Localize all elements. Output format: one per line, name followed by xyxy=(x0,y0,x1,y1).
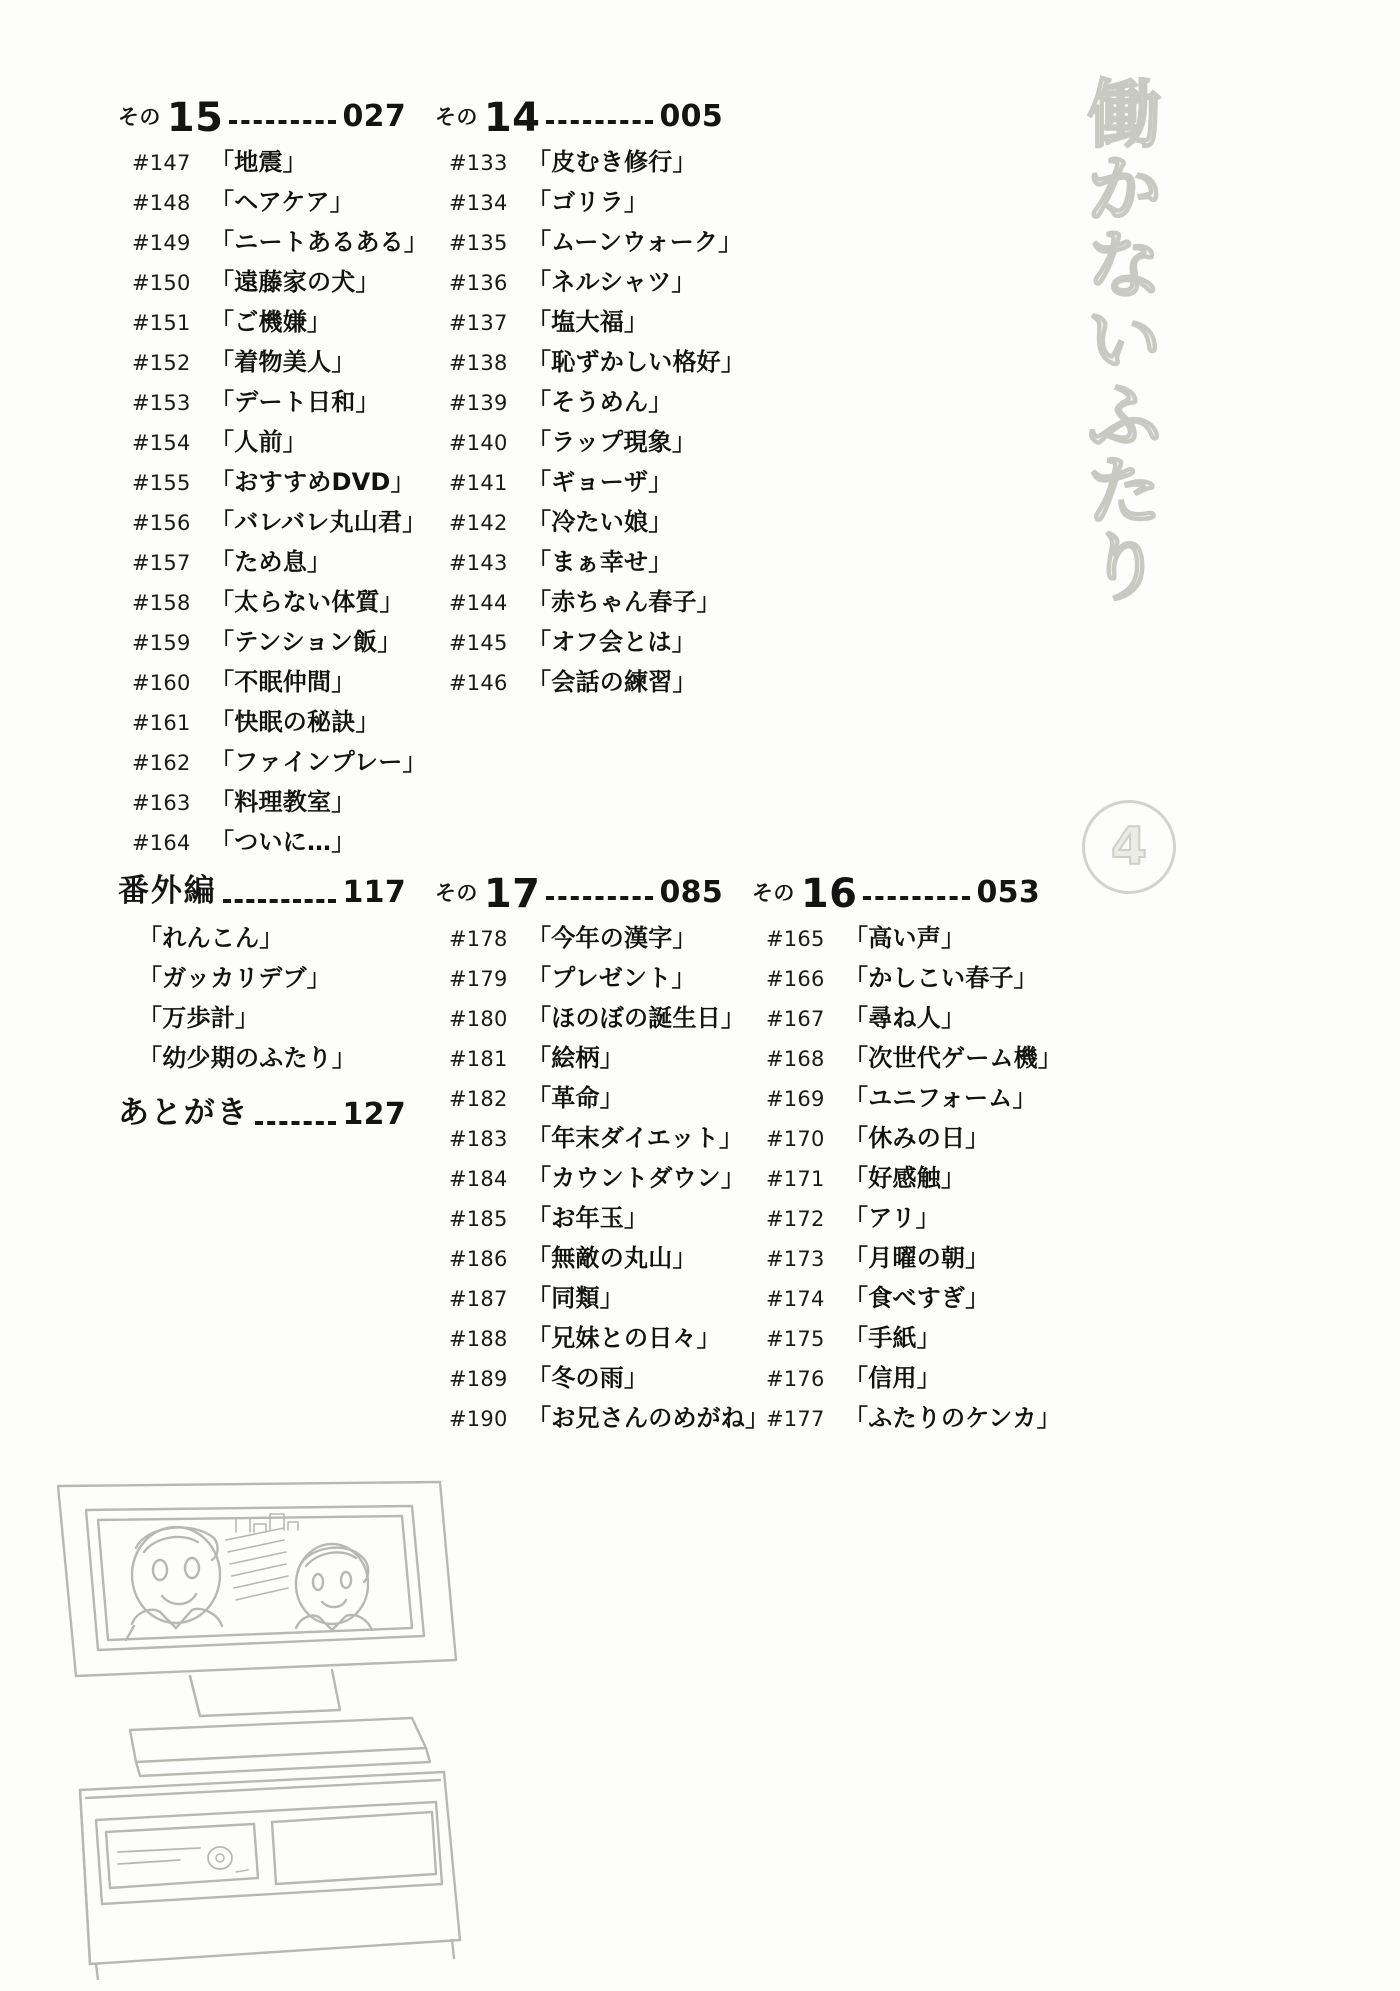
entry-title: 「ユニフォーム」 xyxy=(844,1084,1037,1112)
entry-title: 「幼少期のふたり」 xyxy=(138,1044,357,1072)
entry-number: #152 xyxy=(132,351,191,375)
section-number: 17 xyxy=(483,871,541,917)
entry-title: 「休みの日」 xyxy=(844,1124,990,1152)
entry-number: #135 xyxy=(449,231,508,255)
toc-entry[interactable] xyxy=(435,462,723,502)
section-number: 16 xyxy=(800,871,858,917)
entry-number: #147 xyxy=(132,151,191,175)
toc-entry[interactable] xyxy=(118,662,406,702)
toc-entry[interactable] xyxy=(435,622,723,662)
toc-entry[interactable] xyxy=(752,1158,1040,1198)
entry-title: 「ほのぼの誕生日」 xyxy=(527,1004,746,1032)
toc-entry[interactable] xyxy=(435,662,723,702)
leader-dots xyxy=(255,1121,336,1125)
entry-number: #143 xyxy=(449,551,508,575)
toc-entry[interactable] xyxy=(752,1038,1063,1078)
volume-number: 4 xyxy=(1110,817,1148,877)
entry-title: 「ギョーザ」 xyxy=(527,468,673,496)
entry-title: 「ファインプレー」 xyxy=(210,748,427,776)
entry-number: #172 xyxy=(766,1207,825,1231)
entry-title: 「バレバレ丸山君」 xyxy=(210,508,427,536)
entry-title: 「料理教室」 xyxy=(210,788,356,816)
entry-number: #170 xyxy=(766,1127,825,1151)
section-page-number: 117 xyxy=(342,875,406,910)
entry-title: 「食べすぎ」 xyxy=(844,1284,990,1312)
entry-title: 「快眠の秘訣」 xyxy=(210,708,380,736)
toc-entry[interactable] xyxy=(118,142,406,182)
entry-number: #154 xyxy=(132,431,191,455)
entry-title: 「絵柄」 xyxy=(527,1044,624,1072)
entry-number: #183 xyxy=(449,1127,508,1151)
section-page-number: 085 xyxy=(659,875,723,910)
entry-number: #160 xyxy=(132,671,191,695)
entry-number: #178 xyxy=(449,927,508,951)
section-number: 14 xyxy=(483,95,541,141)
section-sono16 xyxy=(752,868,1063,1438)
entry-number: #139 xyxy=(449,391,508,415)
entry-number: #167 xyxy=(766,1007,825,1031)
entry-number: #173 xyxy=(766,1247,825,1271)
toc-entry[interactable] xyxy=(118,502,427,542)
entry-number: #138 xyxy=(449,351,508,375)
entry-number: #140 xyxy=(449,431,508,455)
leader-dots xyxy=(546,120,653,124)
vertical-title-char: り xyxy=(1087,524,1163,611)
section-prefix: その xyxy=(435,105,478,129)
entry-title: 「遠藤家の犬」 xyxy=(210,268,380,296)
entry-title: 「不眠仲間」 xyxy=(210,668,356,696)
entry-title: 「尋ね人」 xyxy=(844,1004,966,1032)
section-header-atogaki xyxy=(118,1090,406,1134)
entry-number: #136 xyxy=(449,271,508,295)
toc-entry[interactable] xyxy=(435,1038,723,1078)
toc-entry[interactable] xyxy=(118,742,427,782)
entry-title: 「ついに…」 xyxy=(210,828,356,856)
entry-number: #155 xyxy=(132,471,191,495)
entry-number: #188 xyxy=(449,1327,508,1351)
entry-title: 「そうめん」 xyxy=(527,388,673,416)
entry-title: 「人前」 xyxy=(210,428,307,456)
entry-title: 「オフ会とは」 xyxy=(527,628,696,656)
toc-entry[interactable] xyxy=(752,958,1040,998)
entry-title: 「ゴリラ」 xyxy=(527,188,649,216)
toc-entry[interactable] xyxy=(435,142,723,182)
entry-title: 「好感触」 xyxy=(844,1164,966,1192)
toc-entry[interactable] xyxy=(435,1358,723,1398)
entry-number: #176 xyxy=(766,1367,825,1391)
entry-number: #162 xyxy=(132,751,191,775)
toc-entry[interactable] xyxy=(435,1118,744,1158)
entry-title: 「かしこい春子」 xyxy=(844,964,1038,992)
entry-number: #175 xyxy=(766,1327,825,1351)
entry-number: #168 xyxy=(766,1047,825,1071)
entry-title: 「塩大福」 xyxy=(527,308,649,336)
entry-title: 「恥ずかしい格好」 xyxy=(527,348,746,376)
entry-title: 「デート日和」 xyxy=(210,388,380,416)
entry-number: #169 xyxy=(766,1087,825,1111)
toc-entry[interactable] xyxy=(435,182,723,222)
toc-entry[interactable] xyxy=(435,542,723,582)
toc-entry[interactable] xyxy=(118,542,406,582)
toc-entry[interactable] xyxy=(435,262,723,302)
entry-title: 「高い声」 xyxy=(844,924,966,952)
toc-entry[interactable] xyxy=(435,1398,770,1438)
toc-entry[interactable] xyxy=(435,998,746,1038)
entry-title: 「れんこん」 xyxy=(138,924,284,952)
entry-title: 「手紙」 xyxy=(844,1324,941,1352)
tv-with-two-characters-sketch xyxy=(40,1480,490,1980)
section-header-sono16 xyxy=(752,868,1040,917)
entry-number: #166 xyxy=(766,967,825,991)
entry-title: 「革命」 xyxy=(527,1084,624,1112)
leader-dots xyxy=(229,120,336,124)
toc-entry[interactable] xyxy=(435,918,723,958)
entry-title: 「ラップ現象」 xyxy=(527,428,697,456)
toc-entry[interactable] xyxy=(118,222,429,262)
section-prefix: その xyxy=(435,881,478,905)
entry-number: #133 xyxy=(449,151,508,175)
entry-title: 「地震」 xyxy=(210,148,307,176)
toc-entry[interactable] xyxy=(118,462,415,502)
entry-title: 「ヘアケア」 xyxy=(210,188,354,216)
section-atogaki xyxy=(118,1090,406,1134)
entry-title: 「ご機嫌」 xyxy=(210,308,332,336)
toc-entry[interactable] xyxy=(435,1158,746,1198)
entry-number: #189 xyxy=(449,1367,508,1391)
entry-number: #142 xyxy=(449,511,508,535)
section-page-number: 053 xyxy=(976,875,1040,910)
toc-entry[interactable] xyxy=(435,958,723,998)
toc-entry[interactable] xyxy=(752,1238,1040,1278)
entry-number: #182 xyxy=(449,1087,508,1111)
toc-entry[interactable] xyxy=(435,422,723,462)
section-number: 15 xyxy=(166,95,224,141)
entry-number: #159 xyxy=(132,631,191,655)
toc-entry[interactable] xyxy=(118,782,406,822)
toc-entry[interactable] xyxy=(118,342,406,382)
toc-entry[interactable] xyxy=(118,822,406,862)
toc-entry[interactable] xyxy=(752,918,1040,958)
entry-number: #179 xyxy=(449,967,508,991)
section-page-number: 127 xyxy=(342,1097,406,1132)
entry-number: #145 xyxy=(449,631,508,655)
toc-entry[interactable] xyxy=(435,1198,723,1238)
entry-title: 「赤ちゃん春子」 xyxy=(527,588,721,616)
toc-entry[interactable] xyxy=(118,1038,406,1078)
entry-number: #186 xyxy=(449,1247,508,1271)
entry-title: 「皮むき修行」 xyxy=(527,148,697,176)
toc-entry[interactable] xyxy=(118,918,406,958)
entry-title: 「ニートあるある」 xyxy=(210,228,429,256)
toc-entry[interactable] xyxy=(752,1198,1040,1238)
vertical-title-char: い xyxy=(1087,298,1163,385)
entry-title: 「次世代ゲーム機」 xyxy=(844,1044,1063,1072)
section-bangaihen xyxy=(118,868,406,1078)
leader-dots xyxy=(546,896,653,900)
toc-entry[interactable] xyxy=(435,1318,723,1358)
toc-entry[interactable] xyxy=(435,1278,723,1318)
toc-entry[interactable] xyxy=(435,342,746,382)
section-prefix: あとがき xyxy=(118,1095,250,1131)
toc-entry[interactable] xyxy=(435,1238,723,1278)
toc-entry[interactable] xyxy=(118,582,406,622)
toc-entry[interactable] xyxy=(435,382,723,422)
toc-entry[interactable] xyxy=(752,1318,1040,1358)
vertical-book-title xyxy=(1045,72,1205,778)
entry-number: #156 xyxy=(132,511,191,535)
volume-number-badge xyxy=(1082,800,1176,894)
entry-number: #153 xyxy=(132,391,191,415)
entry-number: #180 xyxy=(449,1007,508,1031)
entry-title: 「カウントダウン」 xyxy=(527,1164,746,1192)
entry-number: #190 xyxy=(449,1407,508,1431)
entry-number: #185 xyxy=(449,1207,508,1231)
entry-number: #158 xyxy=(132,591,191,615)
section-header-sono14 xyxy=(435,92,723,141)
toc-entry[interactable] xyxy=(118,958,406,998)
entry-title: 「今年の漢字」 xyxy=(527,924,697,952)
section-header-sono17 xyxy=(435,868,723,917)
section-page-number: 005 xyxy=(659,99,723,134)
entry-title: 「会話の練習」 xyxy=(527,668,697,696)
toc-entry[interactable] xyxy=(118,998,406,1038)
toc-entry[interactable] xyxy=(435,502,723,542)
entry-number: #163 xyxy=(132,791,191,815)
entry-title: 「万歩計」 xyxy=(138,1004,260,1032)
entry-number: #157 xyxy=(132,551,191,575)
entry-number: #177 xyxy=(766,1407,825,1431)
entry-title: 「ムーンウォーク」 xyxy=(527,228,743,256)
entry-number: #141 xyxy=(449,471,508,495)
entry-number: #149 xyxy=(132,231,191,255)
entry-number: #187 xyxy=(449,1287,508,1311)
entry-number: #184 xyxy=(449,1167,508,1191)
entry-title: 「無敵の丸山」 xyxy=(527,1244,697,1272)
toc-entry[interactable] xyxy=(118,302,406,342)
entry-title: 「着物美人」 xyxy=(210,348,356,376)
toc-entry[interactable] xyxy=(435,222,743,262)
entry-title: 「ふたりのケンカ」 xyxy=(844,1404,1061,1432)
section-prefix: その xyxy=(752,881,795,905)
entry-number: #165 xyxy=(766,927,825,951)
toc-entry[interactable] xyxy=(752,998,1040,1038)
entry-title: 「ネルシャツ」 xyxy=(527,268,696,296)
toc-entry[interactable] xyxy=(435,582,723,622)
entry-title: 「冷たい娘」 xyxy=(527,508,673,536)
entry-title: 「年末ダイエット」 xyxy=(527,1124,744,1152)
vertical-title-char: な xyxy=(1087,222,1163,309)
entry-title: 「月曜の朝」 xyxy=(844,1244,990,1272)
toc-entry[interactable] xyxy=(752,1118,1040,1158)
section-prefix: その xyxy=(118,105,161,129)
section-sono17 xyxy=(435,868,770,1438)
entry-title: 「ガッカリデブ」 xyxy=(138,964,331,992)
toc-entry[interactable] xyxy=(118,422,406,462)
entry-title: 「お年玉」 xyxy=(527,1204,649,1232)
entry-title: 「信用」 xyxy=(844,1364,941,1392)
entry-title: 「兄妹との日々」 xyxy=(527,1324,721,1352)
section-header-bangaihen xyxy=(118,868,406,912)
toc-entry[interactable] xyxy=(752,1398,1061,1438)
section-sono15 xyxy=(118,92,429,862)
entry-title: 「アリ」 xyxy=(844,1204,940,1232)
leader-dots xyxy=(863,896,970,900)
toc-entry[interactable] xyxy=(752,1358,1040,1398)
entry-title: 「冬の雨」 xyxy=(527,1364,649,1392)
entry-number: #164 xyxy=(132,831,191,855)
entry-number: #150 xyxy=(132,271,191,295)
entry-title: 「太らない体質」 xyxy=(210,588,404,616)
section-header-sono15 xyxy=(118,92,406,141)
entry-title: 「ため息」 xyxy=(210,548,332,576)
entry-number: #171 xyxy=(766,1167,825,1191)
entry-title: 「テンション飯」 xyxy=(210,628,402,656)
toc-entry[interactable] xyxy=(435,302,723,342)
section-page-number: 027 xyxy=(342,99,406,134)
entry-number: #146 xyxy=(449,671,508,695)
toc-entry[interactable] xyxy=(118,262,406,302)
entry-number: #144 xyxy=(449,591,508,615)
entry-title: 「プレゼント」 xyxy=(527,964,696,992)
toc-entry[interactable] xyxy=(118,622,406,662)
section-prefix: 番外編 xyxy=(118,873,217,909)
entry-title: 「同類」 xyxy=(527,1284,624,1312)
vertical-title-char: 働 xyxy=(1087,72,1163,158)
entry-number: #151 xyxy=(132,311,191,335)
toc-entry[interactable] xyxy=(435,1078,723,1118)
entry-title: 「まぁ幸せ」 xyxy=(527,548,673,576)
entry-number: #137 xyxy=(449,311,508,335)
toc-entry[interactable] xyxy=(752,1078,1040,1118)
leader-dots xyxy=(223,899,337,903)
entry-title: 「おすすめDVD」 xyxy=(210,468,415,496)
toc-entry[interactable] xyxy=(118,182,406,222)
toc-entry[interactable] xyxy=(118,382,406,422)
entry-number: #174 xyxy=(766,1287,825,1311)
entry-number: #148 xyxy=(132,191,191,215)
toc-entry[interactable] xyxy=(752,1278,1040,1318)
entry-number: #181 xyxy=(449,1047,508,1071)
toc-entry[interactable] xyxy=(118,702,406,742)
vertical-title-char: か xyxy=(1087,147,1163,234)
vertical-title-char: ふ xyxy=(1087,373,1163,460)
section-sono14 xyxy=(435,92,746,702)
entry-number: #161 xyxy=(132,711,191,735)
vertical-title-char: た xyxy=(1087,449,1163,536)
entry-number: #134 xyxy=(449,191,508,215)
entry-title: 「お兄さんのめがね」 xyxy=(527,1404,770,1432)
